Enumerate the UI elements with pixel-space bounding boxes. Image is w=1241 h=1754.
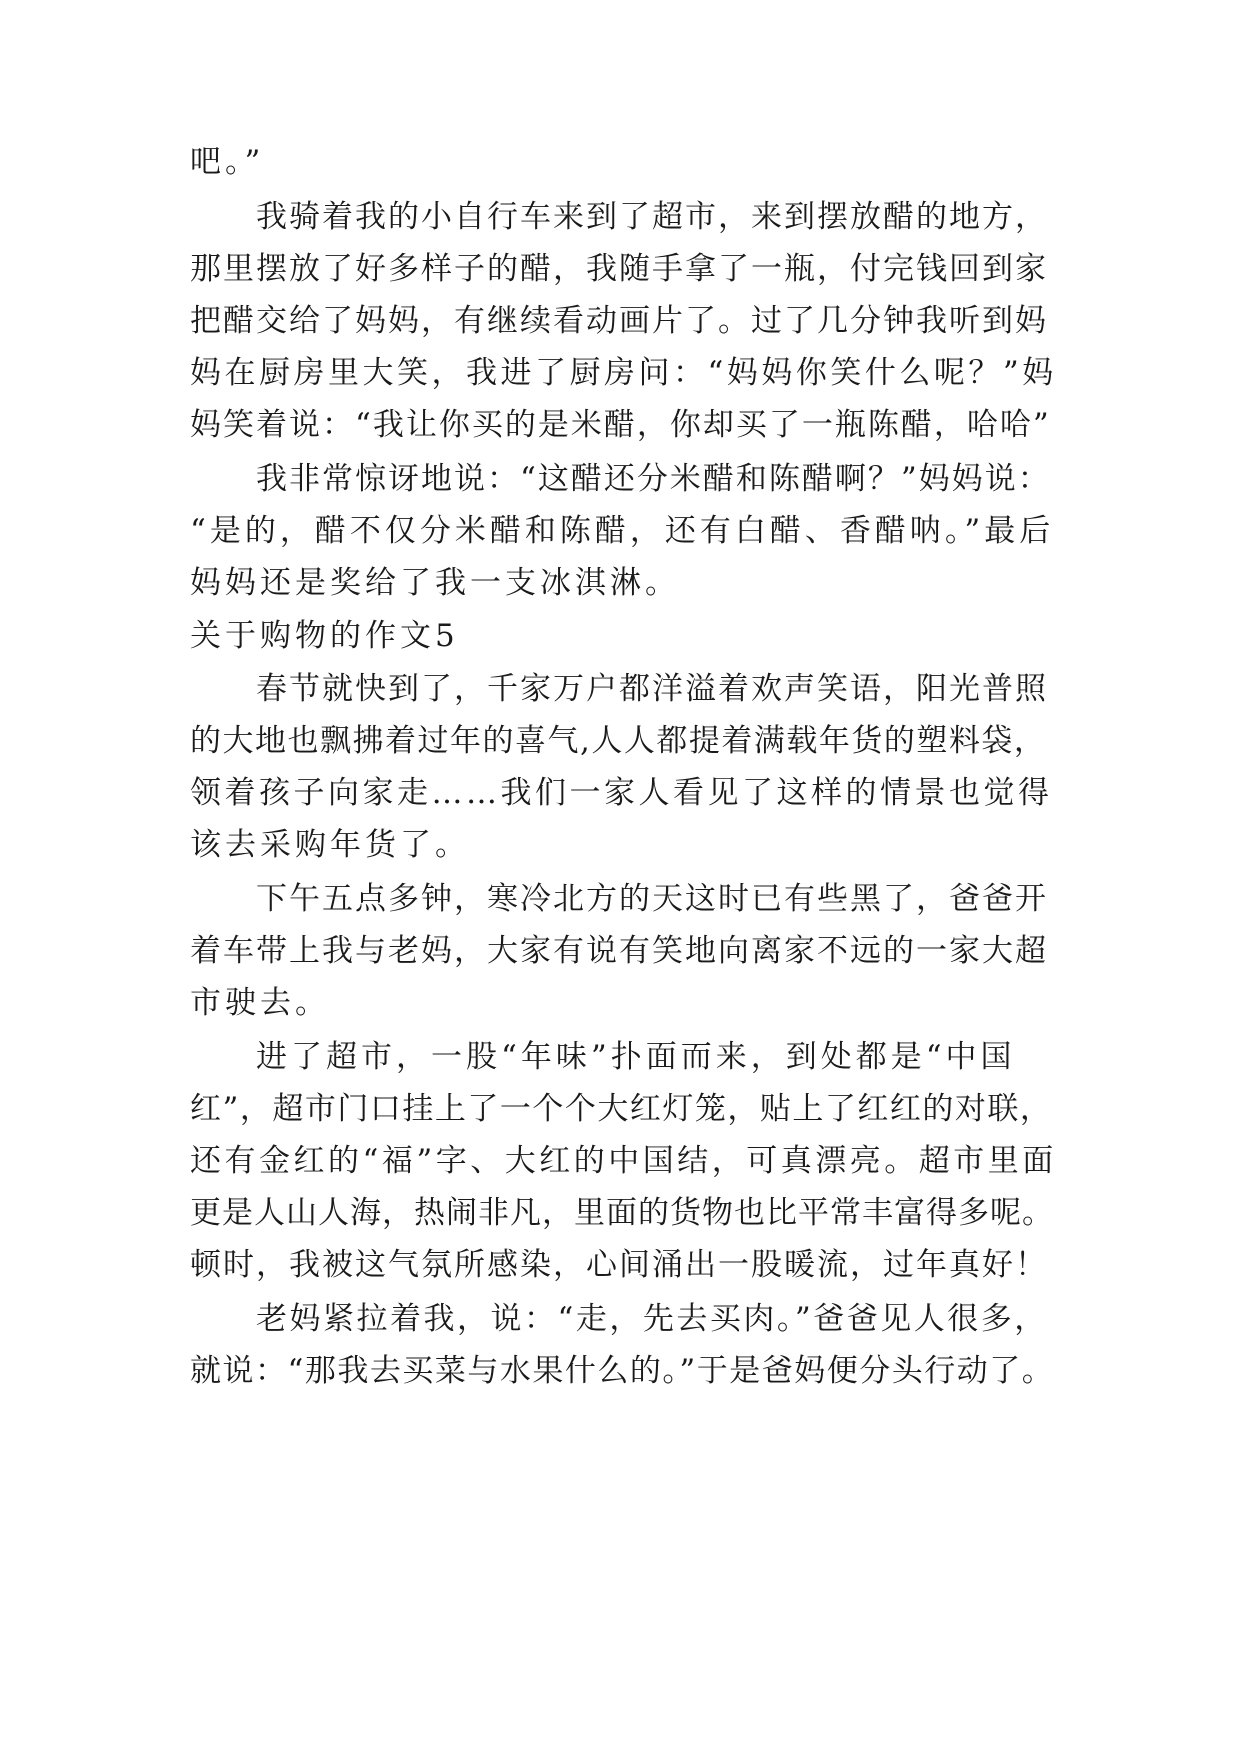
paragraph-first-line: 我非常惊讶地说：“这醋还分米醋和陈醋啊？”妈妈说： (256, 461, 1051, 497)
text-line: 领着孩子向家走……我们一家人看见了这样的情景也觉得 (190, 775, 1053, 811)
paragraph-first-line: 进了超市，一股“年味”扑面而来，到处都是“中国 (256, 1039, 1016, 1075)
text-line: 就说：“那我去买菜与水果什么的。”于是爸妈便分头行动了。 (190, 1353, 1055, 1389)
text-line: 吧。” (190, 144, 265, 180)
paragraph-first-line: 春节就快到了，千家万户都洋溢着欢声笑语，阳光普照 (256, 671, 1048, 707)
section-heading: 关于购物的作文5 (190, 618, 459, 654)
paragraph-first-line: 我骑着我的小自行车来到了超市，来到摆放醋的地方， (256, 199, 1048, 235)
text-line: 把醋交给了妈妈，有继续看动画片了。过了几分钟我听到妈 (190, 303, 1048, 339)
text-line: 该去采购年货了。 (190, 827, 470, 863)
paragraph-first-line: 老妈紧拉着我，说：“走，先去买肉。”爸爸见人很多， (256, 1301, 1048, 1337)
paragraph-first-line: 下午五点多钟，寒冷北方的天这时已有些黑了，爸爸开 (256, 881, 1048, 917)
text-line: 市驶去。 (190, 985, 330, 1021)
text-line: 顿时，我被这气氛所感染，心间涌出一股暖流，过年真好！ (190, 1247, 1048, 1283)
text-line: 还有金红的“福”字、大红的中国结，可真漂亮。超市里面 (190, 1143, 1057, 1179)
text-line: “是的，醋不仅分米醋和陈醋，还有白醋、香醋呐。”最后 (190, 513, 1055, 549)
text-line: 妈笑着说：“我让你买的是米醋，你却买了一瓶陈醋，哈哈” (190, 407, 1051, 443)
text-line: 着车带上我与老妈，大家有说有笑地向离家不远的一家大超 (190, 933, 1048, 969)
text-line: 更是人山人海，热闹非凡，里面的货物也比平常丰富得多呢。 (190, 1195, 1054, 1231)
text-line: 妈在厨房里大笑，我进了厨房问：“妈妈你笑什么呢？”妈 (190, 355, 1057, 391)
text-line: 的大地也飘拂着过年的喜气,人人都提着满载年货的塑料袋， (190, 723, 1047, 759)
text-line: 那里摆放了好多样子的醋，我随手拿了一瓶，付完钱回到家 (190, 251, 1048, 287)
text-line: 红”，超市门口挂上了一个个大红灯笼，贴上了红红的对联， (190, 1091, 1053, 1127)
text-line: 妈妈还是奖给了我一支冰淇淋。 (190, 565, 680, 601)
